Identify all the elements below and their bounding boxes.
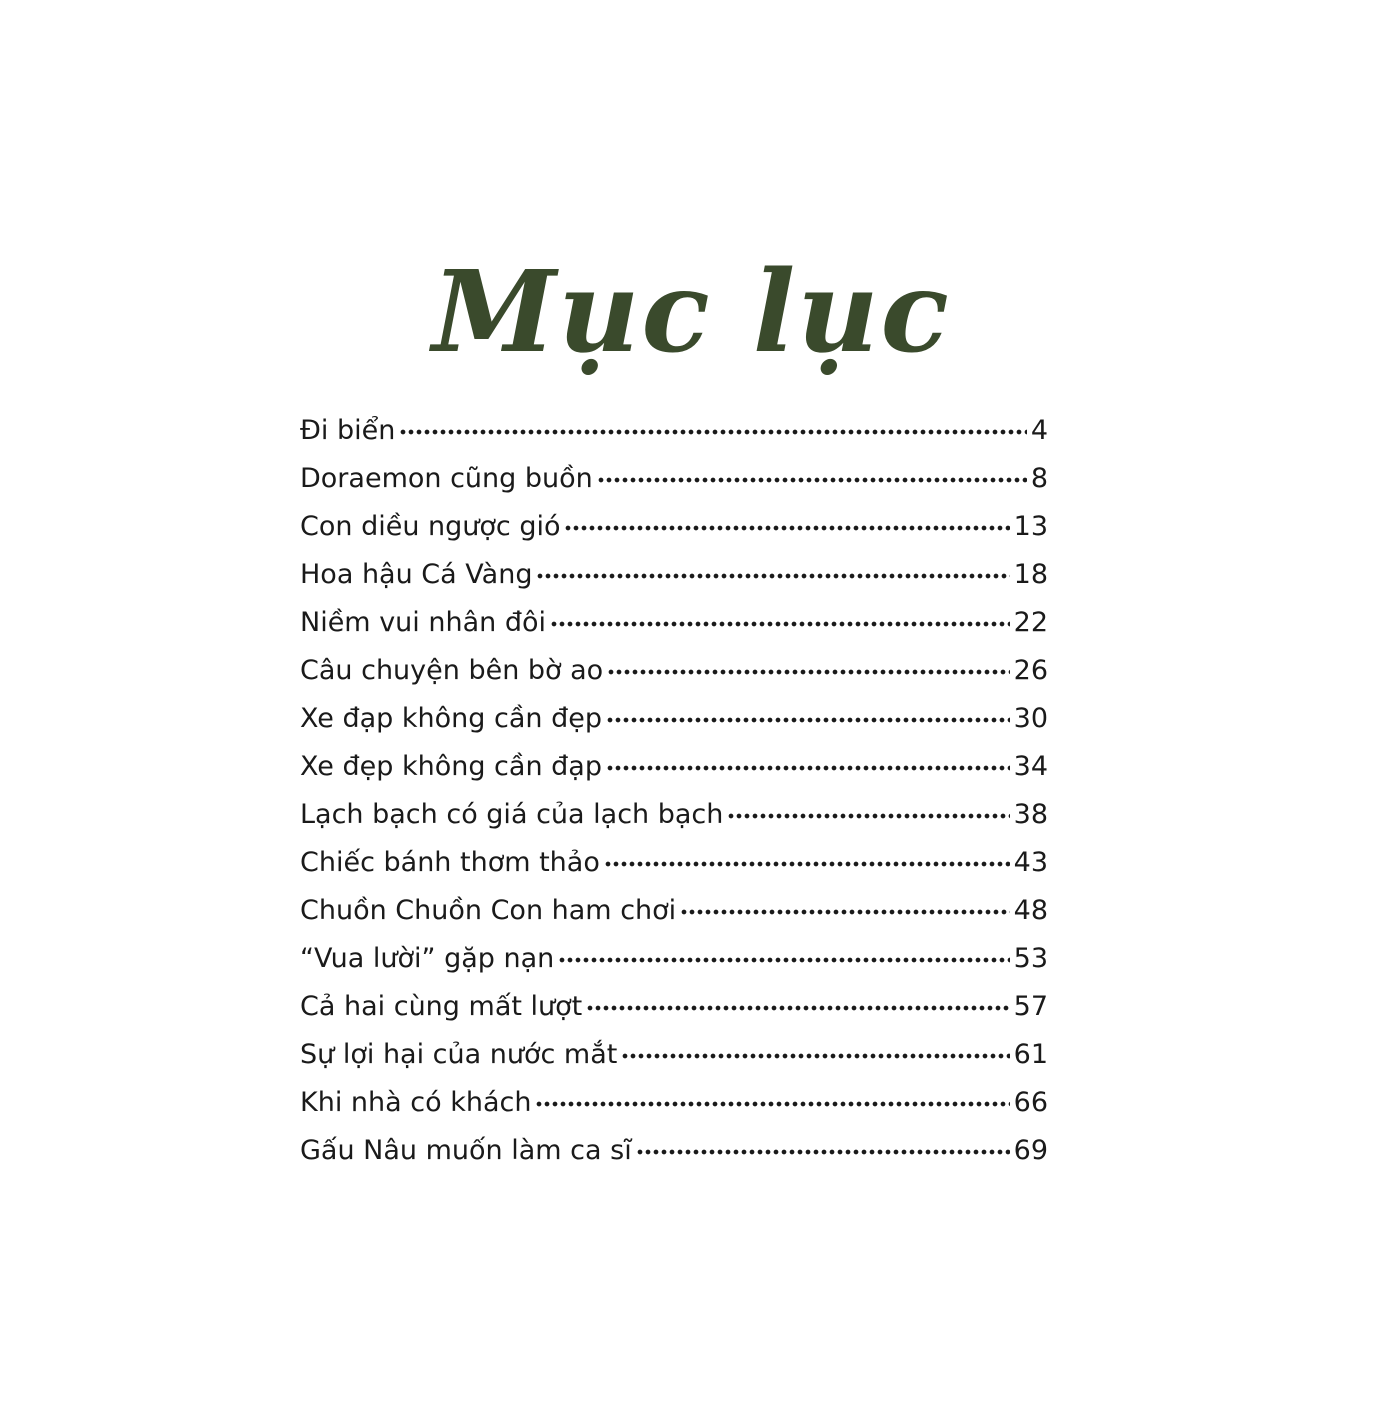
toc-entry-page: 57 xyxy=(1013,991,1048,1022)
toc-entry[interactable] xyxy=(300,983,1048,1031)
toc-entry-page: 53 xyxy=(1013,943,1048,974)
toc-entry-page: 13 xyxy=(1013,511,1048,542)
toc-entry[interactable] xyxy=(300,1079,1048,1127)
toc-entry[interactable] xyxy=(300,935,1048,983)
dot-leader xyxy=(607,667,1009,677)
toc-entry-title: Cả hai cùng mất lượt xyxy=(300,991,583,1022)
toc-entry[interactable] xyxy=(300,791,1048,839)
toc-entry-title: Chiếc bánh thơm thảo xyxy=(300,847,600,878)
toc-entry-page: 61 xyxy=(1013,1039,1048,1070)
dot-leader xyxy=(604,859,1010,869)
toc-entry-page: 38 xyxy=(1013,799,1048,830)
dot-leader xyxy=(606,715,1010,725)
toc-entry-page: 8 xyxy=(1030,463,1048,494)
toc-entry-page: 66 xyxy=(1013,1087,1048,1118)
table-of-contents xyxy=(300,407,1048,1175)
dot-leader xyxy=(535,1099,1009,1109)
toc-entry-title: Xe đẹp không cần đạp xyxy=(300,751,602,782)
toc-entry-page: 22 xyxy=(1013,607,1048,638)
toc-entry[interactable] xyxy=(300,839,1048,887)
dot-leader xyxy=(536,571,1009,581)
dot-leader xyxy=(636,1147,1010,1157)
dot-leader xyxy=(621,1051,1009,1061)
dot-leader xyxy=(550,619,1010,629)
toc-entry-title: Đi biển xyxy=(300,415,396,446)
dot-leader xyxy=(680,907,1009,917)
toc-entry[interactable] xyxy=(300,599,1048,647)
toc-entry[interactable] xyxy=(300,551,1048,599)
toc-entry[interactable] xyxy=(300,695,1048,743)
toc-entry-page: 48 xyxy=(1013,895,1048,926)
toc-entry-page: 4 xyxy=(1030,415,1048,446)
toc-entry-title: Khi nhà có khách xyxy=(300,1087,532,1118)
toc-entry[interactable] xyxy=(300,887,1048,935)
toc-entry-title: Niềm vui nhân đôi xyxy=(300,607,546,638)
toc-entry-title: Lạch bạch có giá của lạch bạch xyxy=(300,799,724,830)
dot-leader xyxy=(558,955,1009,965)
toc-entry-title: Hoa hậu Cá Vàng xyxy=(300,559,533,590)
dot-leader xyxy=(399,427,1026,437)
toc-entry-page: 69 xyxy=(1013,1135,1048,1166)
toc-entry-title: Sự lợi hại của nước mắt xyxy=(300,1039,618,1070)
toc-entry-page: 26 xyxy=(1013,655,1048,686)
toc-entry-page: 34 xyxy=(1013,751,1048,782)
dot-leader xyxy=(597,475,1027,485)
toc-entry-title: Gấu Nâu muốn làm ca sĩ xyxy=(300,1135,632,1166)
toc-entry-title: “Vua lười” gặp nạn xyxy=(300,943,555,974)
toc-entry-title: Con diều ngược gió xyxy=(300,511,561,542)
toc-entry-page: 30 xyxy=(1013,703,1048,734)
toc-entry[interactable] xyxy=(300,455,1048,503)
toc-entry[interactable] xyxy=(300,503,1048,551)
toc-entry-page: 18 xyxy=(1013,559,1048,590)
toc-entry[interactable] xyxy=(300,743,1048,791)
dot-leader xyxy=(564,523,1009,533)
toc-entry-title: Doraemon cũng buồn xyxy=(300,463,593,494)
toc-entry-page: 43 xyxy=(1013,847,1048,878)
toc-entry[interactable] xyxy=(300,1031,1048,1079)
toc-entry-title: Chuồn Chuồn Con ham chơi xyxy=(300,895,677,926)
toc-entry[interactable] xyxy=(300,647,1048,695)
dot-leader xyxy=(727,811,1009,821)
dot-leader xyxy=(606,763,1010,773)
dot-leader xyxy=(586,1003,1009,1013)
page-title: Mục lục xyxy=(432,247,951,379)
toc-entry[interactable] xyxy=(300,1127,1048,1175)
toc-entry[interactable] xyxy=(300,407,1048,455)
toc-entry-title: Xe đạp không cần đẹp xyxy=(300,703,602,734)
toc-entry-title: Câu chuyện bên bờ ao xyxy=(300,655,604,686)
